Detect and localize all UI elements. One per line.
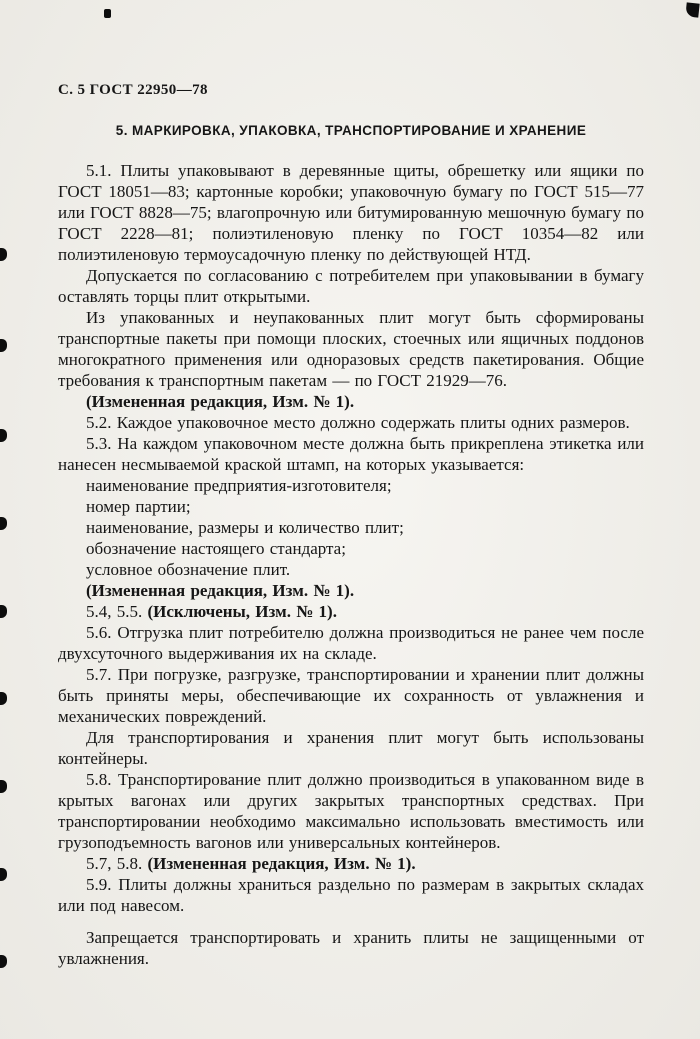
paragraph xyxy=(58,433,644,475)
paragraph-text: Для транспортирования и хранения плит могут быть использованы контейнеры. xyxy=(58,728,644,768)
paragraph-text: обозначение настоящего стандарта; xyxy=(86,539,346,558)
paragraph-text: номер партии; xyxy=(86,497,191,516)
paragraph-text: 5.1. Плиты упаковывают в деревянные щиты, обрешетку или ящики по ГОСТ 18051—83; картонные коробки; упаковочную бумагу по ГОСТ 515—77 или ГОСТ 8828—75; влагопрочную или битумированную мешочную бумагу по ГОСТ 2228—81; полиэтиленовую пленку по ГОСТ 10354—82 или полиэтиленовую термоусадочную пленку по действующей НТД. xyxy=(58,161,644,264)
page-header: С. 5 ГОСТ 22950—78 xyxy=(58,82,208,98)
paragraph xyxy=(58,580,644,601)
paragraph-text-bold: (Исключены, Изм. № 1). xyxy=(147,602,337,621)
paragraph xyxy=(58,160,644,265)
paragraph xyxy=(58,927,644,969)
paragraph-text: наименование, размеры и количество плит; xyxy=(86,518,404,537)
paragraph-text: Из упакованных и неупакованных плит могут быть сформированы транспортные пакеты при помощи плоских, стоечных или ящичных поддонов многократного применения или одноразовых средств пакетирования. Общие требования к транспортным пакетам — по ГОСТ 21929—76. xyxy=(58,308,644,390)
paragraph-text: 5.2. Каждое упаковочное место должно содержать плиты одних размеров. xyxy=(86,413,630,432)
paragraph-text: наименование предприятия-изготовителя; xyxy=(86,476,392,495)
paragraph-text: 5.9. Плиты должны храниться раздельно по размерам в закрытых складах или под навесом. xyxy=(58,875,644,915)
paragraph-text-bold: (Измененная редакция, Изм. № 1). xyxy=(147,854,416,873)
paragraph xyxy=(58,853,644,874)
paragraph xyxy=(58,538,644,559)
paragraph xyxy=(58,412,644,433)
paragraph xyxy=(58,874,644,916)
document-body xyxy=(58,160,644,969)
paragraph-text: 5.7. При погрузке, разгрузке, транспортировании и хранении плит должны быть приняты меры, обеспечивающие их сохранность от увлажнения и механических повреждений. xyxy=(58,665,644,726)
paragraph xyxy=(58,391,644,412)
paragraph xyxy=(58,727,644,769)
paragraph-text: 5.6. Отгрузка плит потребителю должна производиться не ранее чем после двухсуточного выдерживания их на складе. xyxy=(58,623,644,663)
paragraph-text: 5.7, 5.8. xyxy=(86,854,148,873)
paragraph xyxy=(58,622,644,664)
paragraph xyxy=(58,475,644,496)
paragraph-text-bold: (Измененная редакция, Изм. № 1). xyxy=(86,392,355,411)
scan-artifact xyxy=(104,9,111,18)
paragraph-text-bold: (Измененная редакция, Изм. № 1). xyxy=(86,581,355,600)
paragraph-text: 5.3. На каждом упаковочном месте должна быть прикреплена этикетка или нанесен несмываемой краской штамп, на которых указывается: xyxy=(58,434,644,474)
paragraph-text: 5.4, 5.5. xyxy=(86,602,148,621)
paragraph xyxy=(58,769,644,853)
paragraph xyxy=(58,601,644,622)
paragraph-text: Допускается по согласованию с потребителем при упаковывании в бумагу оставлять торцы плит открытыми. xyxy=(58,266,644,306)
paragraph xyxy=(58,265,644,307)
paragraph-text: условное обозначение плит. xyxy=(86,560,291,579)
paragraph xyxy=(58,307,644,391)
paragraph-text: Запрещается транспортировать и хранить плиты не защищенными от увлажнения. xyxy=(58,928,644,968)
paragraph xyxy=(58,664,644,727)
section-title: 5. МАРКИРОВКА, УПАКОВКА, ТРАНСПОРТИРОВАНИЕ И ХРАНЕНИЕ xyxy=(115,123,587,138)
paragraph xyxy=(58,496,644,517)
paragraph xyxy=(58,559,644,580)
paragraph xyxy=(58,517,644,538)
paragraph-text: 5.8. Транспортирование плит должно производиться в упакованном виде в крытых вагонах или других закрытых транспортных средствах. При транспортировании необходимо максимально использовать вместимость или грузоподъемность вагонов или универсальных контейнеров. xyxy=(58,770,644,852)
